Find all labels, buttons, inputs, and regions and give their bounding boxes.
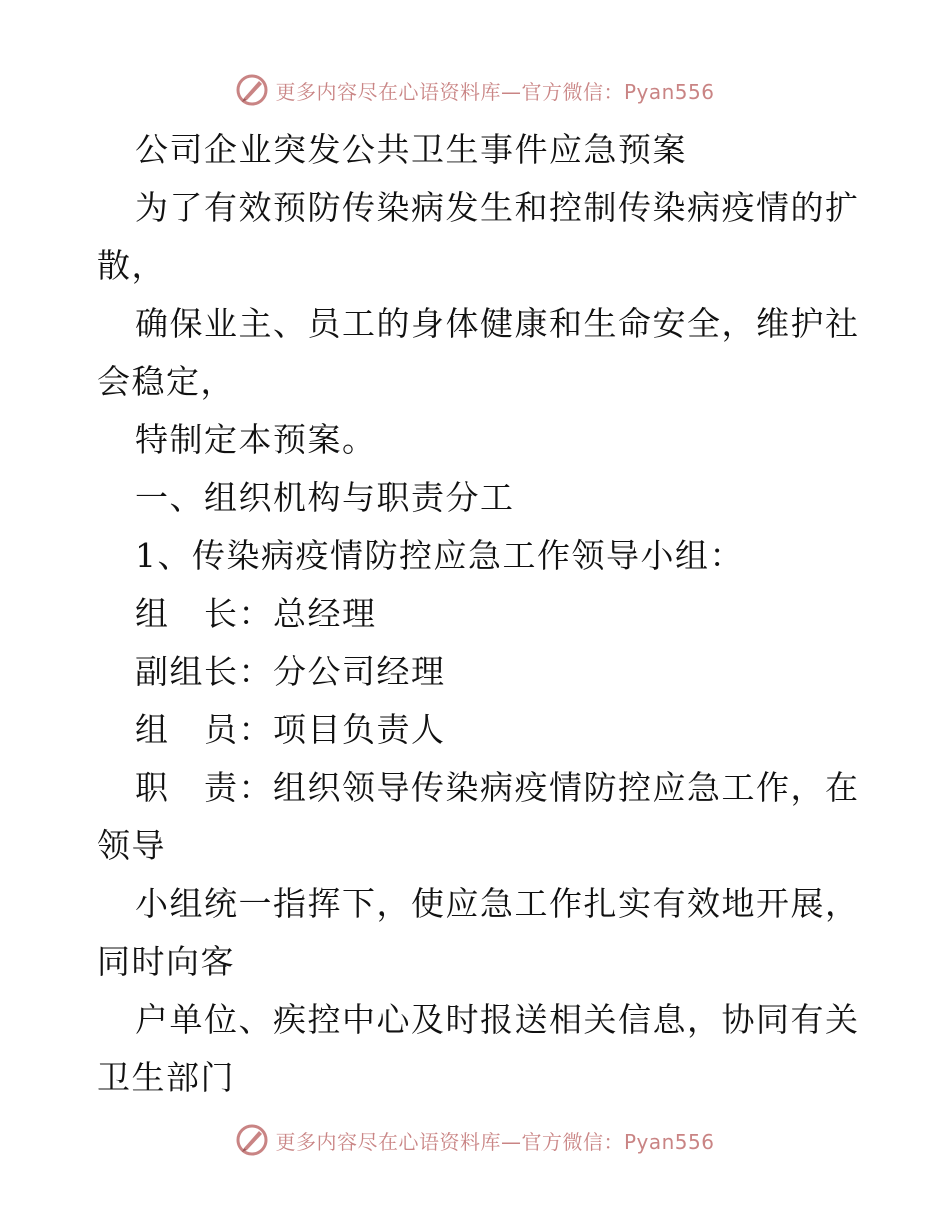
paragraph-line: 散， bbox=[97, 246, 166, 285]
footer-banner bbox=[0, 1120, 950, 1160]
quill-seal-icon bbox=[235, 73, 269, 107]
paragraph-line: 特制定本预案。 bbox=[135, 420, 377, 459]
paragraph-line: 确保业主、员工的身体健康和生命安全，维护社 bbox=[135, 304, 860, 343]
paragraph-line: 小组统一指挥下，使应急工作扎实有效地开展， bbox=[135, 884, 860, 923]
header-banner bbox=[0, 70, 950, 110]
paragraph-line: 卫生部门 bbox=[97, 1058, 235, 1097]
paragraph-line: 同时向客 bbox=[97, 942, 235, 981]
paragraph-line: 领导 bbox=[97, 826, 166, 865]
paragraph-line: 为了有效预防传染病发生和控制传染病疫情的扩 bbox=[135, 188, 860, 227]
quill-seal-icon bbox=[235, 1123, 269, 1157]
paragraph-line: 职 责：组织领导传染病疫情防控应急工作，在 bbox=[135, 768, 860, 807]
document-title: 公司企业突发公共卫生事件应急预案 bbox=[135, 130, 687, 169]
banner-text: 更多内容尽在心语资料库—官方微信：Pyan556 bbox=[275, 1129, 715, 1154]
section-heading: 一、组织机构与职责分工 bbox=[135, 478, 515, 517]
paragraph-line: 户单位、疾控中心及时报送相关信息，协同有关 bbox=[135, 1000, 860, 1039]
paragraph-line: 会稳定， bbox=[97, 362, 235, 401]
paragraph-line: 组 长：总经理 bbox=[135, 594, 377, 633]
subsection-heading: 1、传染病疫情防控应急工作领导小组： bbox=[135, 536, 744, 575]
paragraph-line: 副组长：分公司经理 bbox=[135, 652, 446, 691]
banner-text: 更多内容尽在心语资料库—官方微信：Pyan556 bbox=[275, 79, 715, 104]
paragraph-line: 组 员：项目负责人 bbox=[135, 710, 446, 749]
